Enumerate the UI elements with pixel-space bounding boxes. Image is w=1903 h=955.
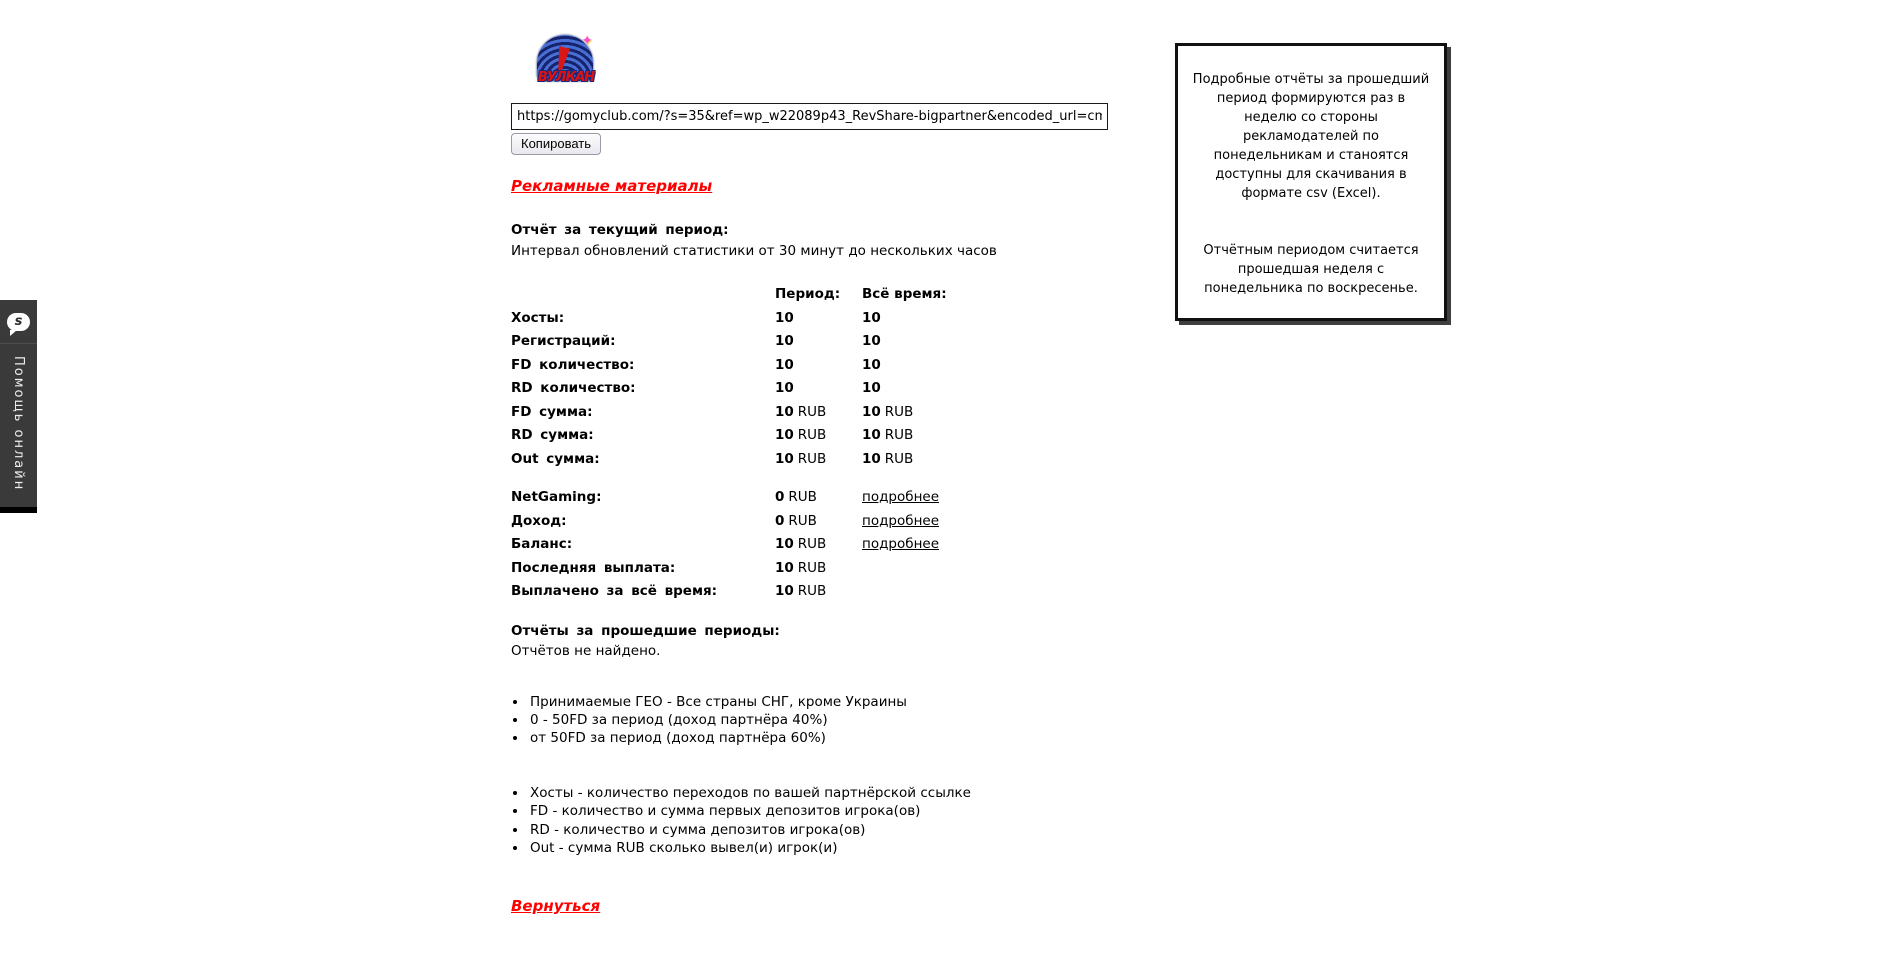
stats-row-alltime: 10 xyxy=(862,309,881,326)
finance-row-value: 10 RUB xyxy=(775,559,827,576)
logo-text: ВУЛКАН xyxy=(537,70,595,85)
main-content xyxy=(511,0,1131,915)
finance-row-label: NetGaming: xyxy=(511,489,602,505)
stats-row-period: 10 RUB xyxy=(775,450,827,467)
stats-row-label: Out сумма: xyxy=(511,450,600,467)
info-paragraph-1: Подробные отчёты за прошедший период формируются раз в неделю со стороны рекламодателей по понедельникам и станоятся доступны для скачивания в формате csv (Excel). xyxy=(1192,72,1430,201)
finance-row-link-cell xyxy=(862,580,1131,604)
stats-row-alltime: 10 RUB xyxy=(862,427,914,443)
stats-row-alltime: 10 RUB xyxy=(862,403,914,420)
stats-row-label: Регистраций: xyxy=(511,333,616,349)
finance-row-link-cell xyxy=(862,510,1131,534)
stats-row-period: 10 xyxy=(775,380,794,396)
finance-row-value: 0 RUB xyxy=(775,489,817,505)
current-report-subtitle: Интервал обновлений статистики от 30 минут до нескольких часов xyxy=(511,243,997,259)
list-item: • RD - количество и сумма депозитов игрока(ов) xyxy=(528,821,1131,839)
advertising-materials-link[interactable]: Рекламные материалы xyxy=(511,177,713,195)
list-item: • от 50FD за период (доход партнёра 60%) xyxy=(528,729,1131,747)
current-report-title: Отчёт за текущий период: xyxy=(511,222,729,238)
finance-row-link-cell xyxy=(862,486,1131,510)
stats-row-label: FD сумма: xyxy=(511,403,593,420)
past-reports-empty: Отчётов не найдено. xyxy=(511,642,661,659)
finance-row-label: Баланс: xyxy=(511,536,573,552)
weekly-reports-info-box xyxy=(1175,43,1447,321)
referral-url-input[interactable] xyxy=(511,103,1108,130)
help-online-widget[interactable] xyxy=(0,300,37,513)
geo-notes-list xyxy=(511,693,1131,748)
list-item: • Принимаемые ГЕО - Все страны СНГ, кроме Украины xyxy=(528,693,1131,711)
stats-header-period: Период: xyxy=(775,286,841,302)
stats-row-alltime: 10 xyxy=(862,380,881,396)
back-link[interactable]: Вернуться xyxy=(511,896,601,915)
stats-row-label: RD сумма: xyxy=(511,427,594,443)
chat-icon-box[interactable] xyxy=(0,300,37,344)
stats-row-period: 10 xyxy=(775,333,794,349)
list-item: • Хосты - количество переходов по вашей партнёрской ссылке xyxy=(528,784,1131,802)
stats-row-period: 10 RUB xyxy=(775,427,827,443)
details-link[interactable]: подробнее xyxy=(862,489,940,505)
finance-row-label: Выплачено за всё время: xyxy=(511,583,718,599)
stats-row-period: 10 xyxy=(775,309,794,326)
stats-row-alltime: 10 RUB xyxy=(862,450,914,467)
info-paragraph-2: Отчётным периодом считается прошедшая неделя с понедельника по воскресенье. xyxy=(1203,243,1419,296)
help-online-label: Помощь онлайн xyxy=(11,356,26,492)
copy-button[interactable]: Копировать xyxy=(511,133,601,155)
vulkan-logo xyxy=(533,33,599,99)
finance-row-value: 0 RUB xyxy=(775,512,817,529)
stats-table xyxy=(511,283,1131,471)
stats-row-label: FD количество: xyxy=(511,356,635,373)
list-item: • 0 - 50FD за период (доход партнёра 40%) xyxy=(528,711,1131,729)
details-link[interactable]: подробнее xyxy=(862,536,940,552)
finance-row-label: Последняя выплата: xyxy=(511,559,676,576)
past-reports-title: Отчёты за прошедшие периоды: xyxy=(511,622,780,639)
stats-header-spacer xyxy=(511,283,775,307)
finance-row-link-cell xyxy=(862,557,1131,581)
stats-row-label: Хосты: xyxy=(511,309,565,326)
stats-row-period: 10 xyxy=(775,356,794,373)
finance-row-value: 10 RUB xyxy=(775,536,827,552)
stats-row-period: 10 RUB xyxy=(775,403,827,420)
chat-bubble-icon: s xyxy=(7,313,30,331)
stats-row-alltime: 10 xyxy=(862,356,881,373)
list-item: • FD - количество и сумма первых депозитов игрока(ов) xyxy=(528,802,1131,820)
terms-notes-list xyxy=(511,784,1131,857)
finance-row-label: Доход: xyxy=(511,512,567,529)
stats-row-alltime: 10 xyxy=(862,333,881,349)
logo-spark-icon: ✦ xyxy=(581,33,593,49)
list-item: • Out - сумма RUB сколько вывел(и) игрок(и) xyxy=(528,839,1131,857)
finance-row-link-cell xyxy=(862,533,1131,557)
finance-row-value: 10 RUB xyxy=(775,583,827,599)
details-link[interactable]: подробнее xyxy=(862,512,940,529)
finance-table xyxy=(511,486,1131,604)
stats-header-alltime: Всё время: xyxy=(862,286,947,302)
stats-row-label: RD количество: xyxy=(511,380,636,396)
